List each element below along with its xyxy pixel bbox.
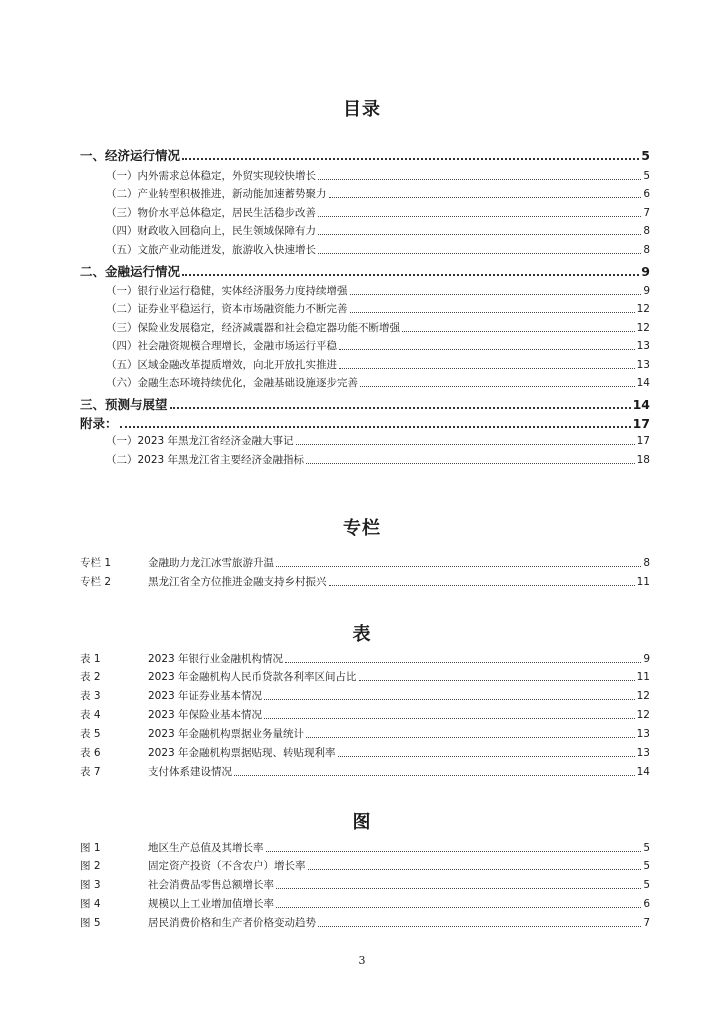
figure-entry-text: 规模以上工业增加值增长率	[148, 898, 274, 910]
figure-entry-label	[80, 840, 264, 855]
toc-subsection-entry-page: 6	[643, 188, 650, 200]
table-entry[interactable]	[80, 651, 650, 666]
table-entry-page: 12	[636, 709, 650, 721]
dot-leader	[339, 348, 635, 350]
figure-entry-label	[80, 915, 316, 930]
toc-subsection-entry-page: 5	[643, 170, 650, 182]
figure-entry-page: 5	[643, 860, 650, 872]
table-entry-number: 表 2	[80, 671, 101, 683]
toc-subsection-entry-page: 12	[636, 322, 650, 334]
toc-subsection-entry-label: （六）金融生态环境持续优化，金融基础设施逐步完善	[106, 377, 358, 389]
toc-section-entry-label: 二、金融运行情况	[80, 264, 181, 279]
table-entry-label	[80, 707, 262, 722]
toc-subsection-entry-page: 13	[636, 359, 650, 371]
toc-subsection-entry[interactable]	[106, 375, 650, 390]
table-entry-label	[80, 688, 262, 703]
toc-section-entry-label: 附录：	[80, 416, 118, 431]
figure-entry-number: 图 5	[80, 917, 101, 929]
table-entry-text: 2023 年保险业基本情况	[148, 709, 263, 721]
column-entry-number: 专栏 1	[80, 557, 112, 569]
dot-leader	[276, 565, 641, 567]
toc-subsection-entry-page: 17	[636, 435, 650, 447]
table-entry[interactable]	[80, 764, 650, 779]
figure-entry-page: 6	[643, 898, 650, 910]
table-entry-page: 13	[636, 728, 650, 740]
toc-subsection-entry-label: （一）银行业运行稳健，实体经济服务力度持续增强	[106, 285, 348, 297]
toc-title: 目录	[343, 99, 381, 120]
column-entry-number: 专栏 2	[80, 576, 112, 588]
dot-leader	[285, 661, 641, 663]
table-entry-text: 2023 年证券业基本情况	[148, 690, 263, 702]
dot-leader	[266, 850, 642, 852]
table-entry[interactable]	[80, 726, 650, 741]
dot-leader	[318, 178, 641, 180]
toc-subsection-entry[interactable]	[106, 320, 650, 335]
column-entry-label	[80, 574, 327, 589]
table-entry-text: 2023 年银行业金融机构情况	[148, 653, 284, 665]
dot-leader	[318, 215, 641, 217]
dot-leader	[329, 196, 642, 198]
figure-entry[interactable]	[80, 877, 650, 892]
figure-entry-page: 5	[643, 879, 650, 891]
table-entry-label	[80, 745, 336, 760]
toc-subsection-entry-page: 13	[636, 340, 650, 352]
figure-entry-text: 居民消费价格和生产者价格变动趋势	[148, 917, 316, 929]
dot-leader	[318, 252, 641, 254]
table-entry-number: 表 7	[80, 766, 101, 778]
dot-leader	[296, 443, 635, 445]
figure-entry-label	[80, 896, 274, 911]
table-entry-label	[80, 726, 304, 741]
column-entry-text: 黑龙江省全方位推进金融支持乡村振兴	[148, 576, 327, 588]
toc-subsection-entry-label: （二）证券业平稳运行，资本市场融资能力不断完善	[106, 303, 348, 315]
table-entry-number: 表 5	[80, 728, 101, 740]
figure-entry[interactable]	[80, 858, 650, 873]
toc-section-entry-page: 9	[641, 264, 650, 279]
dot-leader	[350, 293, 642, 295]
column-entry-label	[80, 555, 274, 570]
figure-entry-text: 社会消费品零售总额增长率	[148, 879, 274, 891]
toc-section-entry[interactable]	[80, 262, 650, 280]
figure-entry-page: 5	[643, 842, 650, 854]
table-entry[interactable]	[80, 688, 650, 703]
dot-leader	[339, 367, 635, 369]
table-entry-page: 9	[643, 653, 650, 665]
toc-section-entry[interactable]	[80, 395, 650, 413]
toc-subsection-entry[interactable]	[106, 186, 650, 201]
tables-title: 表	[352, 624, 372, 645]
toc-subsection-entry-label: （二）产业转型积极推进，新动能加速蓄势聚力	[106, 188, 327, 200]
toc-section-entry-page: 14	[632, 397, 650, 412]
toc-section-entry-label: 一、经济运行情况	[80, 148, 181, 163]
toc-subsection-entry-label: （五）区域金融改革提质增效，向北开放扎实推进	[106, 359, 337, 371]
figure-entry-number: 图 3	[80, 879, 101, 891]
toc-subsection-entry-label: （一）内外需求总体稳定，外贸实现较快增长	[106, 170, 316, 182]
dot-leader	[402, 330, 635, 332]
figure-entry-label	[80, 858, 306, 873]
dot-leader	[182, 273, 639, 276]
table-entry-number: 表 3	[80, 690, 101, 702]
toc-subsection-entry[interactable]	[106, 433, 650, 448]
figure-entry-number: 图 1	[80, 842, 101, 854]
table-entry-text: 2023 年金融机构人民币贷款各利率区间占比	[148, 671, 357, 683]
table-entry-text: 2023 年金融机构票据贴现、转贴现利率	[148, 747, 336, 759]
dot-leader	[170, 406, 631, 409]
toc-section-entry[interactable]	[80, 414, 650, 432]
toc-subsection-entry-page: 14	[636, 377, 650, 389]
toc-subsection-entry[interactable]	[106, 452, 650, 467]
toc-subsection-entry-label: （四）财政收入回稳向上，民生领域保障有力	[106, 225, 316, 237]
toc-subsection-entry-page: 7	[643, 207, 650, 219]
figure-entry-number: 图 4	[80, 898, 101, 910]
figures-title: 图	[352, 812, 372, 833]
page-number: 3	[358, 954, 366, 967]
figure-entry-label	[80, 877, 274, 892]
table-entry-page: 11	[636, 671, 650, 683]
table-entry-number: 表 1	[80, 653, 101, 665]
table-entry[interactable]	[80, 745, 650, 760]
figure-entry-number: 图 2	[80, 860, 101, 872]
column-entry-text: 金融助力龙江冰雪旅游升温	[148, 557, 274, 569]
figure-entry-text: 地区生产总值及其增长率	[148, 842, 264, 854]
toc-section-entry[interactable]	[80, 146, 650, 164]
toc-subsection-entry-page: 18	[636, 454, 650, 466]
table-entry-number: 表 6	[80, 747, 101, 759]
column-entry[interactable]	[80, 574, 650, 589]
figure-entry[interactable]	[80, 915, 650, 930]
toc-subsection-entry[interactable]	[106, 205, 650, 220]
toc-section-entry-page: 17	[632, 416, 650, 431]
column-entry[interactable]	[80, 555, 650, 570]
table-entry-number: 表 4	[80, 709, 101, 721]
dot-leader	[182, 157, 639, 160]
dot-leader	[308, 868, 642, 870]
dot-leader	[306, 462, 635, 464]
toc-subsection-entry[interactable]	[106, 168, 650, 183]
toc-subsection-entry-label: （二）2023 年黑龙江省主要经济金融指标	[106, 454, 305, 466]
dot-leader	[234, 774, 635, 776]
figure-entry[interactable]	[80, 840, 650, 855]
toc-subsection-entry[interactable]	[106, 223, 650, 238]
toc-section-entry-label: 三、预测与展望	[80, 397, 168, 412]
dot-leader	[329, 584, 635, 586]
columns-title: 专栏	[343, 518, 381, 539]
toc-subsection-entry-page: 8	[643, 244, 650, 256]
table-entry-page: 13	[636, 747, 650, 759]
toc-subsection-entry-page: 12	[636, 303, 650, 315]
table-entry-page: 12	[636, 690, 650, 702]
table-entry-label	[80, 764, 232, 779]
toc-subsection-entry[interactable]	[106, 357, 650, 372]
toc-subsection-entry-label: （四）社会融资规模合理增长，金融市场运行平稳	[106, 340, 337, 352]
toc-subsection-entry-label: （一）2023 年黑龙江省经济金融大事记	[106, 435, 294, 447]
figure-entry[interactable]	[80, 896, 650, 911]
dot-leader	[306, 736, 635, 738]
toc-subsection-entry-page: 9	[643, 285, 650, 297]
column-entry-page: 11	[636, 576, 650, 588]
dot-leader	[276, 887, 641, 889]
dot-leader	[276, 906, 641, 908]
toc-subsection-entry-page: 8	[643, 225, 650, 237]
dot-leader	[264, 698, 635, 700]
dot-leader	[350, 311, 635, 313]
dot-leader	[359, 679, 635, 681]
dot-leader	[338, 755, 635, 757]
figure-entry-page: 7	[643, 917, 650, 929]
table-entry[interactable]	[80, 669, 650, 684]
toc-subsection-entry[interactable]	[106, 242, 650, 257]
toc-subsection-entry-label: （三）保险业发展稳定，经济减震器和社会稳定器功能不断增强	[106, 322, 400, 334]
dot-leader	[318, 925, 641, 927]
toc-subsection-entry[interactable]	[106, 338, 650, 353]
dot-leader	[360, 385, 635, 387]
table-entry-label	[80, 669, 357, 684]
dot-leader	[318, 233, 641, 235]
column-entry-page: 8	[643, 557, 650, 569]
toc-subsection-entry-label: （三）物价水平总体稳定，居民生活稳步改善	[106, 207, 316, 219]
table-entry-text: 2023 年金融机构票据业务量统计	[148, 728, 305, 740]
toc-subsection-entry[interactable]	[106, 283, 650, 298]
table-entry-text: 支付体系建设情况	[148, 766, 232, 778]
dot-leader	[264, 717, 635, 719]
dot-leader	[120, 425, 631, 428]
toc-subsection-entry[interactable]	[106, 301, 650, 316]
table-entry-label	[80, 651, 283, 666]
table-entry[interactable]	[80, 707, 650, 722]
table-entry-page: 14	[636, 766, 650, 778]
toc-subsection-entry-label: （五）文旅产业动能迸发，旅游收入快速增长	[106, 244, 316, 256]
figure-entry-text: 固定资产投资（不含农户）增长率	[148, 860, 306, 872]
toc-section-entry-page: 5	[641, 148, 650, 163]
